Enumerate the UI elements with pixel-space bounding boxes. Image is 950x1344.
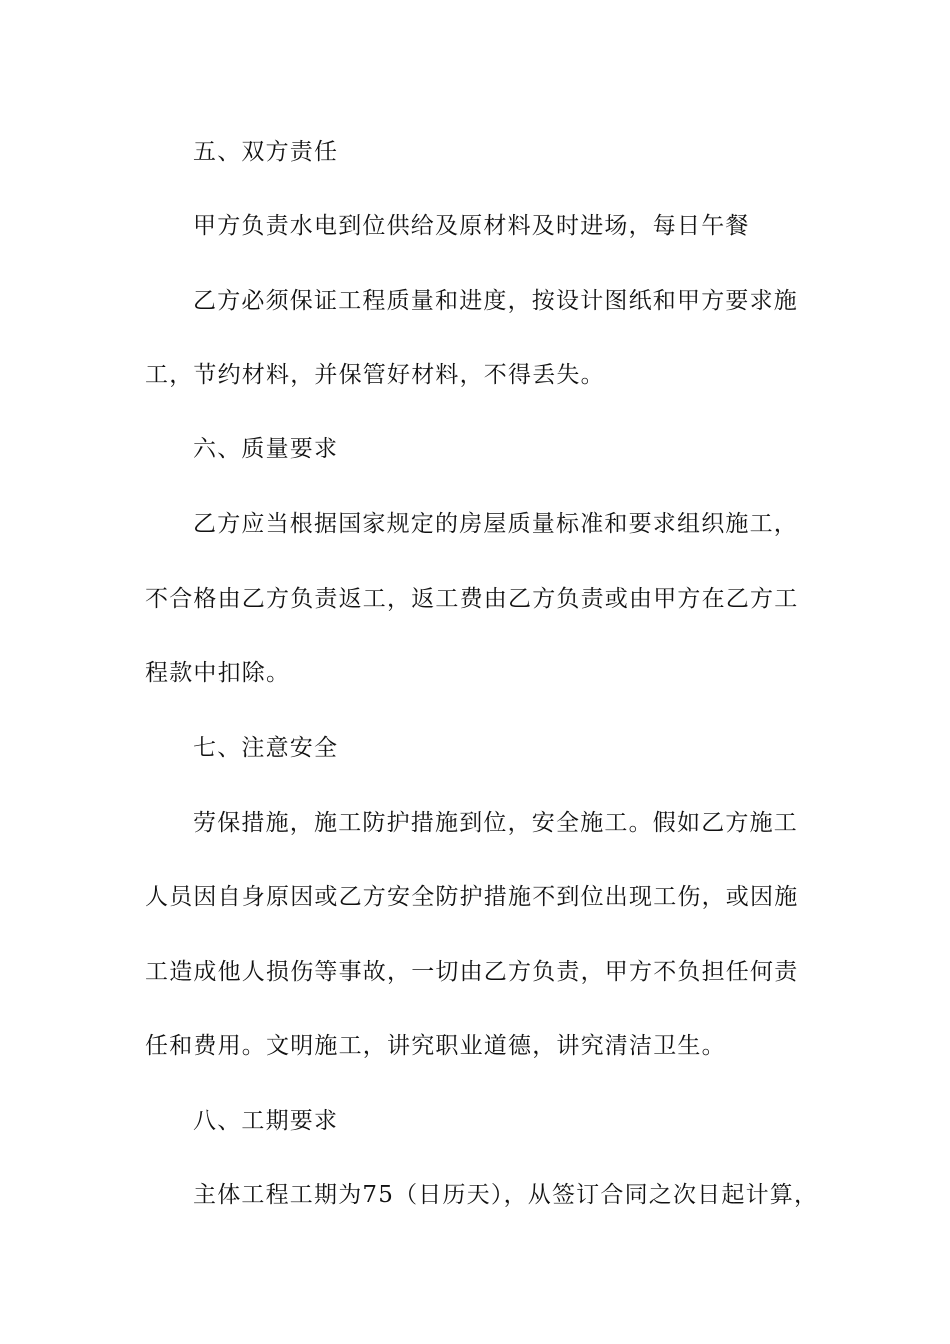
paragraph-line: 不合格由乙方负责返工，返工费由乙方负责或由甲方在乙方工 <box>145 586 799 612</box>
paragraph-line: 主体工程工期为75（日历天），从签订合同之次日起计算， <box>193 1182 819 1208</box>
section-heading-seven: 七、注意安全 <box>193 735 339 761</box>
paragraph-line: 乙方应当根据国家规定的房屋质量标准和要求组织施工， <box>193 511 798 537</box>
paragraph-line: 劳保措施，施工防护措施到位，安全施工。假如乙方施工 <box>193 810 798 836</box>
paragraph-line: 任和费用。文明施工，讲究职业道德，讲究清洁卫生。 <box>145 1033 726 1059</box>
section-heading-eight: 八、工期要求 <box>193 1108 339 1134</box>
paragraph-line: 工，节约材料，并保管好材料，不得丢失。 <box>145 362 605 388</box>
paragraph-line: 程款中扣除。 <box>145 660 291 686</box>
section-heading-six: 六、质量要求 <box>193 436 339 462</box>
paragraph-line: 乙方必须保证工程质量和进度，按设计图纸和甲方要求施 <box>193 288 798 314</box>
paragraph-line: 工造成他人损伤等事故，一切由乙方负责，甲方不负担任何责 <box>145 959 799 985</box>
paragraph-line: 人员因自身原因或乙方安全防护措施不到位出现工伤，或因施 <box>145 884 799 910</box>
paragraph-line: 甲方负责水电到位供给及原材料及时进场，每日午餐 <box>193 213 750 239</box>
section-heading-five: 五、双方责任 <box>193 139 339 165</box>
